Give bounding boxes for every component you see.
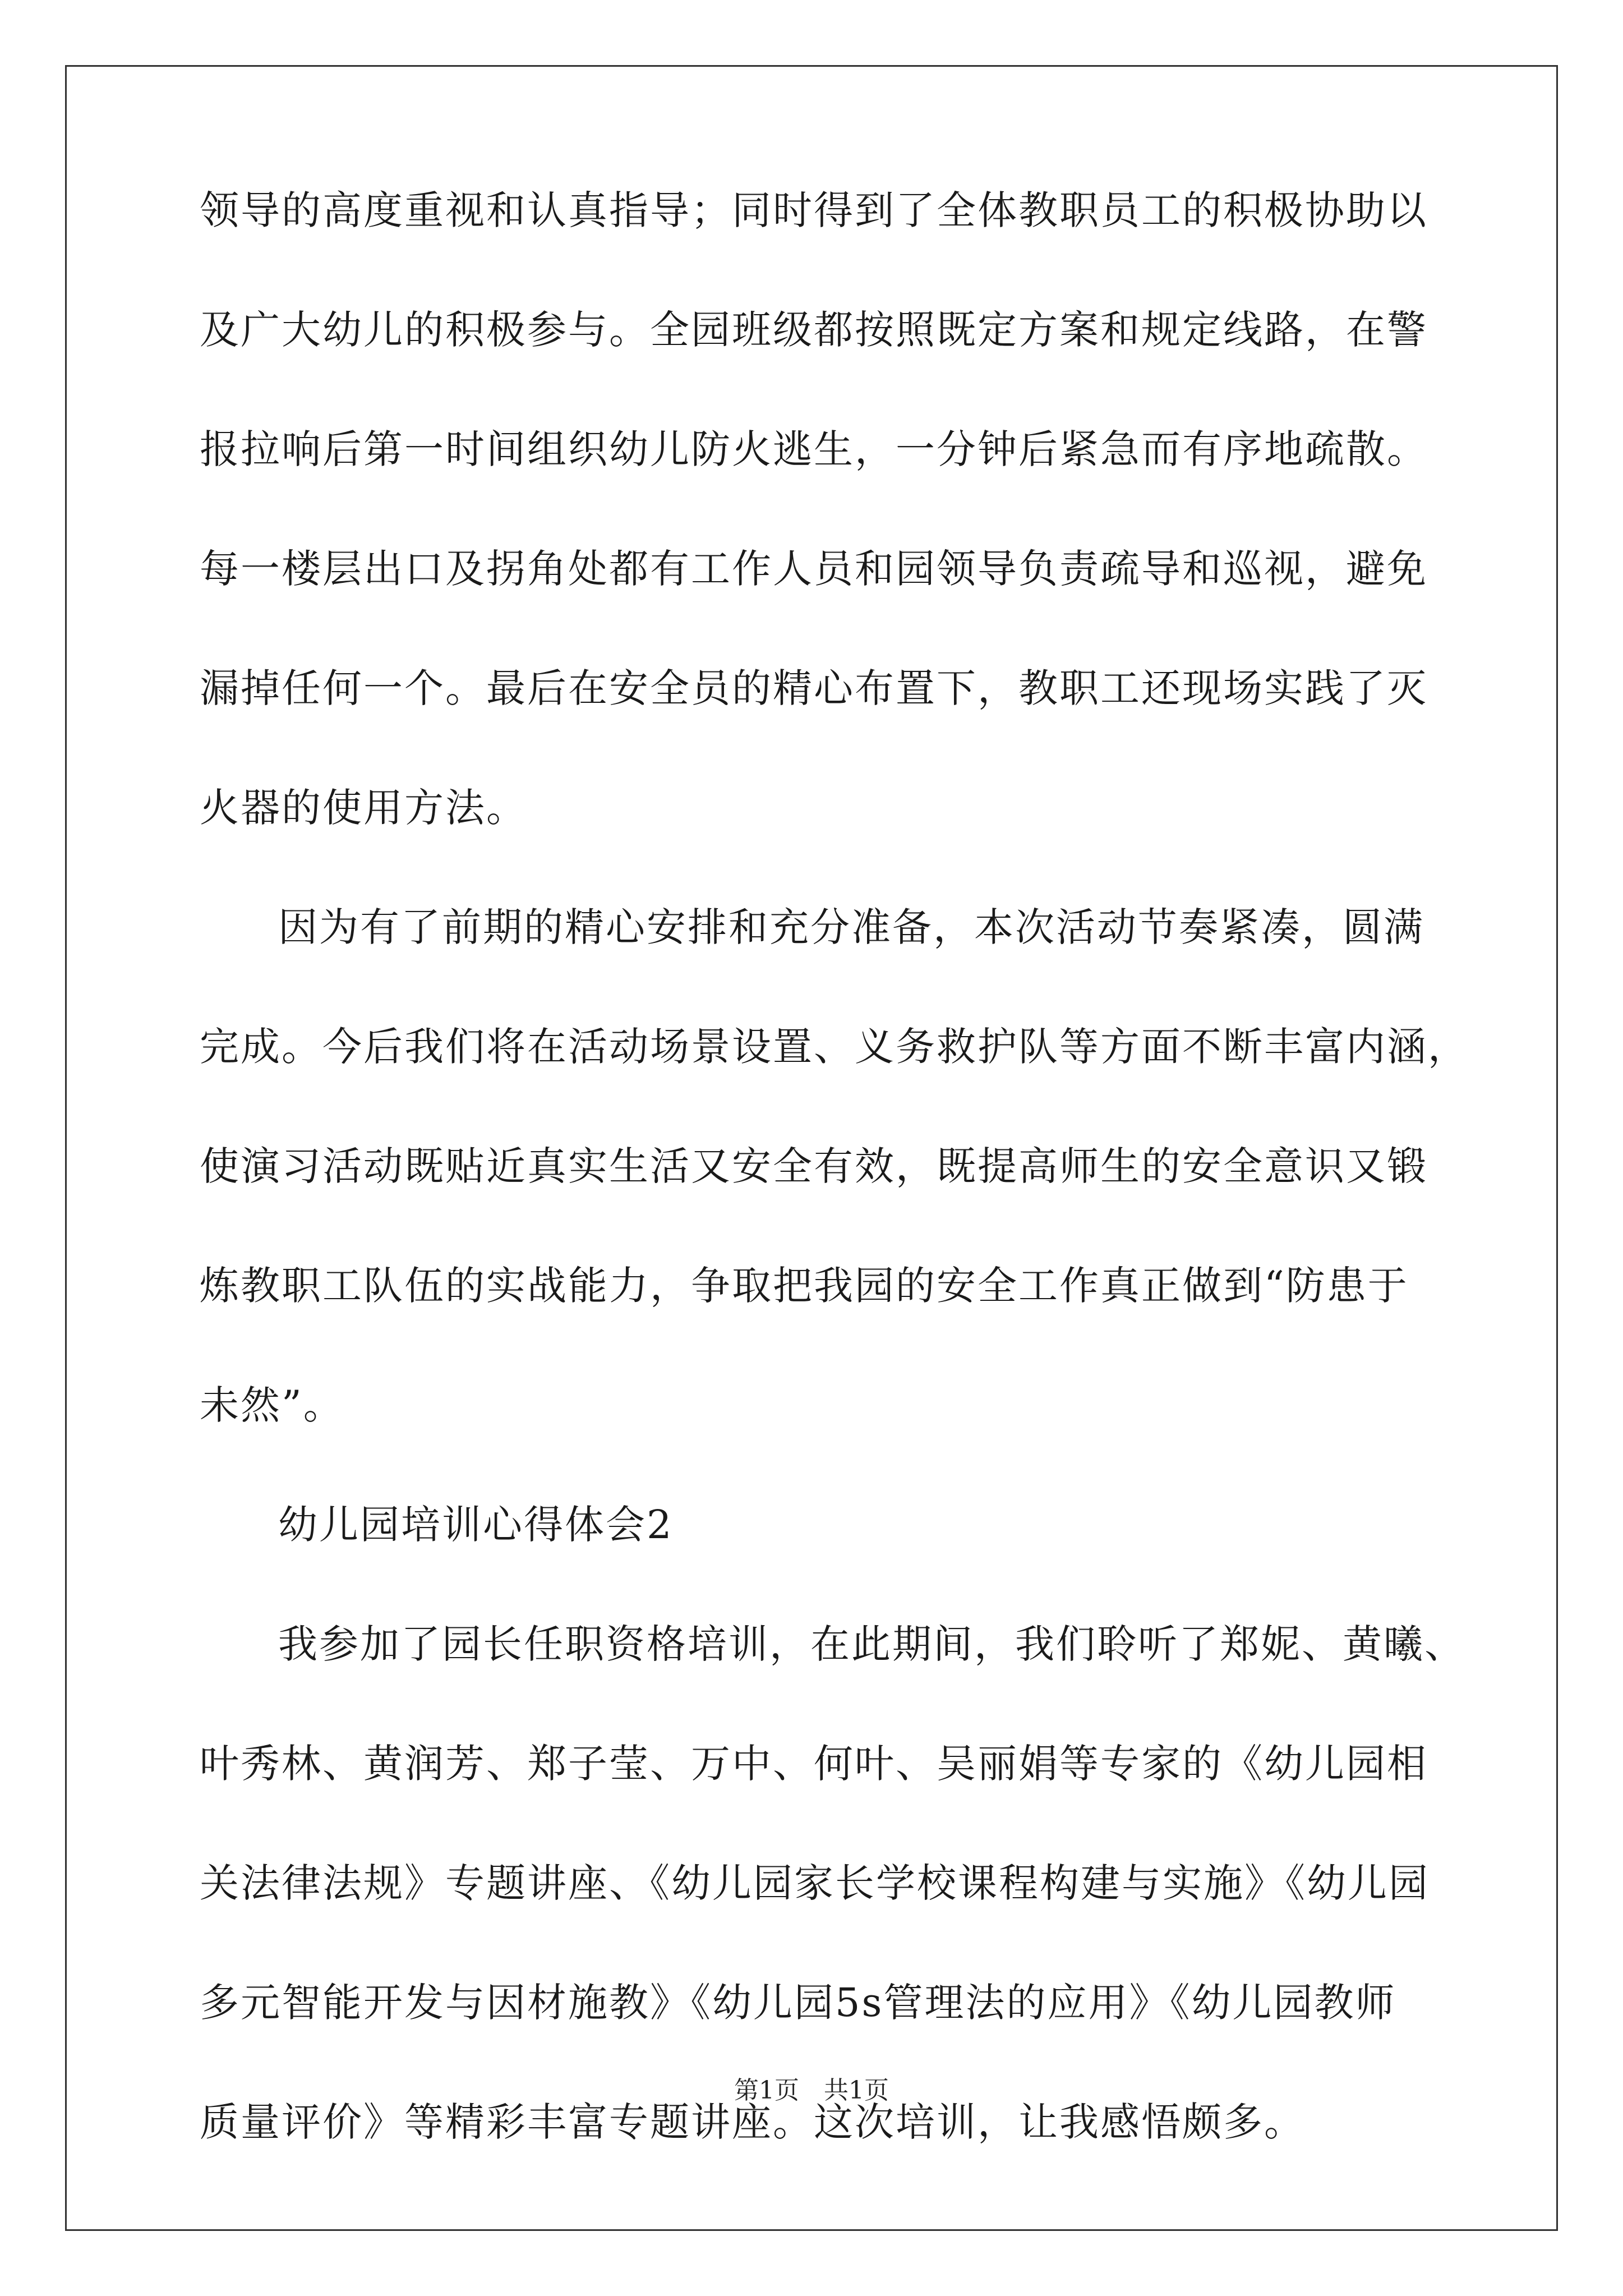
- page-footer: 第1页 共1页: [734, 2076, 889, 2105]
- body-line: 多元智能开发与因材施教》《幼儿园5s管理法的应用》《幼儿园教师: [200, 1980, 1396, 2026]
- body-line: 未然”。: [200, 1382, 344, 1428]
- body-line: 炼教职工队伍的实战能力，争取把我园的安全工作真正做到“防患于: [200, 1263, 1409, 1309]
- body-line: 叶秀林、黄润芳、郑子莹、万中、何叶、吴丽娟等专家的《幼儿园相: [200, 1741, 1428, 1787]
- body-line: 因为有了前期的精心安排和充分准备，本次活动节奏紧凑，圆满: [278, 904, 1424, 950]
- section-heading: 幼儿园培训心得体会2: [278, 1502, 674, 1548]
- body-line: 关法律法规》专题讲座、《幼儿园家长学校课程构建与实施》《幼儿园: [200, 1860, 1430, 1906]
- body-line: 质量评价》等精彩丰富专题讲座。这次培训，让我感悟颇多。: [200, 2099, 1305, 2145]
- body-line: 报拉响后第一时间组织幼儿防火逃生，一分钟后紧急而有序地疏散。: [200, 426, 1428, 472]
- body-line: 我参加了园长任职资格培训，在此期间，我们聆听了郑妮、黄曦、: [278, 1621, 1465, 1667]
- body-line: 及广大幼儿的积极参与。全园班级都按照既定方案和规定线路，在警: [200, 307, 1428, 353]
- document-body: [200, 187, 1469, 2222]
- body-line: 火器的使用方法。: [200, 785, 527, 831]
- body-line: 使演习活动既贴近真实生活又安全有效，既提高师生的安全意识又锻: [200, 1143, 1428, 1189]
- body-line: 漏掉任何一个。最后在安全员的精心布置下，教职工还现场实践了灭: [200, 665, 1428, 711]
- body-line: 领导的高度重视和认真指导；同时得到了全体教职员工的积极协助以: [200, 187, 1428, 233]
- body-line: 完成。今后我们将在活动场景设置、义务救护队等方面不断丰富内涵，: [200, 1024, 1469, 1070]
- body-line: 每一楼层出口及拐角处都有工作人员和园领导负责疏导和巡视，避免: [200, 546, 1428, 592]
